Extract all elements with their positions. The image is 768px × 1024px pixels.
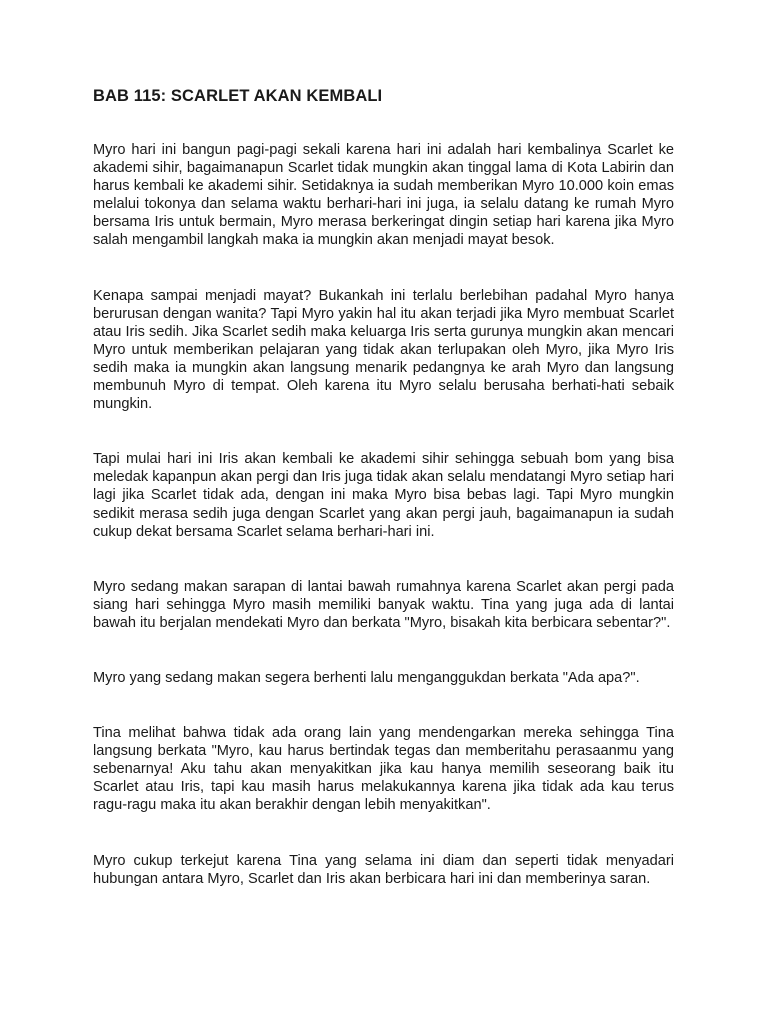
- paragraph-1: Myro hari ini bangun pagi-pagi sekali karena hari ini adalah hari kembalinya Scarlet ke akademi sihir, bagaimanapun Scarlet tidak mungkin akan tinggal lama di Kota Labirin dan harus kembali ke akademi sihir. Setidaknya ia sudah memberikan Myro 10.000 koin emas melalui tokonya dan selama waktu berhari-hari ini juga, ia selalu datang ke rumah Myro bersama Iris untuk bermain, Myro merasa berkeringat dingin setiap hari karena jika Myro salah mengambil langkah maka ia mungkin akan menjadi mayat besok.: [93, 142, 674, 249]
- paragraph-2: Kenapa sampai menjadi mayat? Bukankah ini terlalu berlebihan padahal Myro hanya berurusan dengan wanita? Tapi Myro yakin hal itu akan terjadi jika Myro membuat Scarlet atau Iris sedih. Jika Scarlet sedih maka keluarga Iris serta gurunya mungkin akan mencari Myro untuk memberikan pelajaran yang tidak akan terlupakan oleh Myro, jika Myro Iris sedih maka ia mungkin akan langsung menarik pedangnya ke arah Myro dan langsung membunuh Myro di tempat. Oleh karena itu Myro selalu berusaha berhati-hati sebaik mungkin.: [93, 287, 674, 413]
- chapter-title: BAB 115: SCARLET AKAN KEMBALI: [93, 87, 383, 105]
- paragraph-5: Myro yang sedang makan segera berhenti lalu menganggukdan berkata "Ada apa?".: [93, 669, 640, 686]
- paragraph-3: Tapi mulai hari ini Iris akan kembali ke akademi sihir sehingga sebuah bom yang bisa meledak kapanpun akan pergi dan Iris juga tidak akan selalu mendatangi Myro setiap hari lagi jika Scarlet tidak ada, dengan ini maka Myro bisa bebas lagi. Tapi Myro mungkin sedikit merasa sedih juga dengan Scarlet yang akan pergi jauh, bagaimanapun ia sudah cukup dekat bersama Scarlet selama berhari-hari ini.: [93, 451, 674, 540]
- document-body: [93, 86, 674, 888]
- paragraph-7: Myro cukup terkejut karena Tina yang selama ini diam dan seperti tidak menyadari hubungan antara Myro, Scarlet dan Iris akan berbicara hari ini dan memberinya saran.: [93, 852, 674, 887]
- paragraph-4: Myro sedang makan sarapan di lantai bawah rumahnya karena Scarlet akan pergi pada siang hari sehingga Myro masih memiliki banyak waktu. Tina yang juga ada di lantai bawah itu berjalan mendekati Myro dan berkata "Myro, bisakah kita berbicara sebentar?".: [93, 578, 674, 631]
- paragraph-6: Tina melihat bahwa tidak ada orang lain yang mendengarkan mereka sehingga Tina langsung berkata "Myro, kau harus bertindak tegas dan memberitahu perasaanmu yang sebenarnya! Aku tahu akan menyakitkan jika kau hanya memilih seseorang baik itu Scarlet atau Iris, tapi kau masih harus melakukannya karena jika tidak ada kau terus ragu-ragu maka itu akan berakhir dengan lebih menyakitkan".: [93, 725, 674, 814]
